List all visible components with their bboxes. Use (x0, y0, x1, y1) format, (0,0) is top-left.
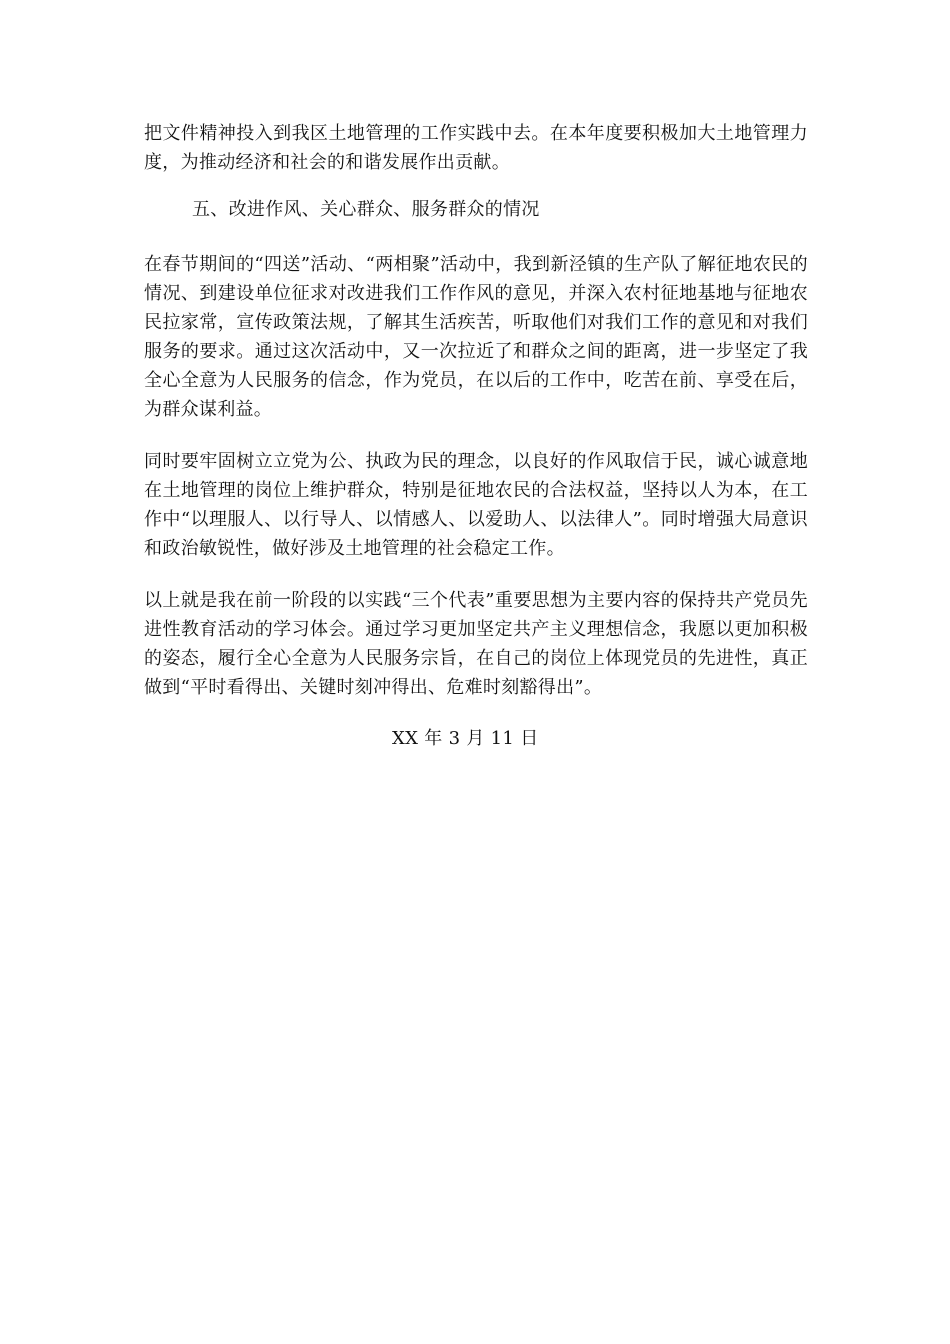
paragraph-continuation: 把文件精神投入到我区土地管理的工作实践中去。在本年度要积极加大土地管理力度，为推动经济和社会的和谐发展作出贡献。 (144, 123, 808, 173)
paragraph-spring-festival: 在春节期间的“四送”活动、“两相聚”活动中，我到新泾镇的生产队了解征地农民的情况、到建设单位征求对改进我们工作作风的意见，并深入农村征地基地与征地农民拉家常，宣传政策法规，了解其生活疾苦，听取他们对我们工作的意见和对我们服务的要求。通过这次活动中，又一次拉近了和群众之间的距离，进一步坚定了我全心全意为人民服务的信念，作为党员，在以后的工作中，吃苦在前、享受在后，为群众谋利益。 (144, 254, 808, 420)
paragraph-ideals: 同时要牢固树立立党为公、执政为民的理念，以良好的作风取信于民，诚心诚意地在土地管理的岗位上维护群众，特别是征地农民的合法权益，坚持以人为本，在工作中“以理服人、以行导人、以情感人、以爱助人、以法律人”。同时增强大局意识和政治敏锐性，做好涉及土地管理的社会稳定工作。 (144, 451, 808, 559)
document-body (144, 119, 808, 753)
document-date: XX 年 3 月 11 日 (392, 728, 539, 749)
paragraph-conclusion: 以上就是我在前一阶段的以实践“三个代表”重要思想为主要内容的保持共产党员先进性教育活动的学习体会。通过学习更加坚定共产主义理想信念，我愿以更加积极的姿态，履行全心全意为人民服务宗旨，在自己的岗位上体现党员的先进性，真正做到“平时看得出、关键时刻冲得出、危难时刻豁得出”。 (144, 590, 808, 698)
section-heading: 五、改进作风、关心群众、服务群众的情况 (192, 199, 540, 220)
